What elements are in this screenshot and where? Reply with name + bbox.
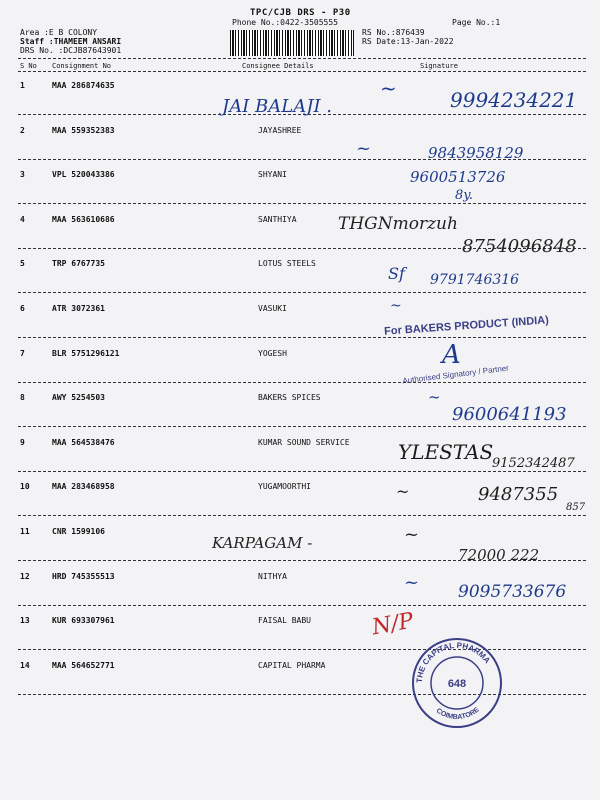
handwritten-phone-row5: 9791746316	[430, 272, 520, 288]
row-divider	[18, 426, 586, 427]
row-consignee: LOTUS STEELS	[258, 259, 316, 268]
row-consignment: MAA 283468958	[52, 482, 115, 491]
signature-row1: ~	[380, 76, 397, 100]
row-sno: 10	[20, 482, 30, 491]
barcode	[230, 30, 354, 56]
row-consignment: AWY 5254503	[52, 393, 105, 402]
signature-row8: ~	[428, 388, 441, 406]
row-consignee: NITHYA	[258, 572, 287, 581]
signature-row5: Sf	[388, 264, 405, 283]
page-number: Page No.:1	[452, 18, 501, 27]
col-consignee: Consignee Details	[242, 62, 314, 70]
row-sno: 8	[20, 393, 25, 402]
row-consignee: VASUKI	[258, 304, 287, 313]
signature-row6: ~	[390, 298, 402, 314]
row-consignee: CAPITAL PHARMA	[258, 661, 326, 670]
row-consignment: MAA 286874635	[52, 81, 115, 90]
bakers-stamp-line1: For BAKERS PRODUCT (INDIA)	[383, 314, 550, 338]
row-consignee: SHYANI	[258, 170, 287, 179]
staff-label: Staff :THAMEEM ANSARI	[20, 37, 122, 46]
stamp-ring-top: THE CAPITAL PHARMA	[414, 640, 492, 684]
column-divider	[18, 71, 586, 72]
header-divider	[18, 58, 586, 59]
col-consignment: Consignment No	[52, 62, 112, 70]
row-sno: 2	[20, 126, 25, 135]
phone-number: Phone No.:0422-3505555	[232, 18, 338, 27]
row-sno: 12	[20, 572, 30, 581]
signature-row2: ~	[356, 138, 372, 159]
row-consignment: HRD 745355513	[52, 572, 115, 581]
row-consignee: YOGESH	[258, 349, 287, 358]
row-sno: 11	[20, 527, 30, 536]
handwritten-phone-row11: 72000 222	[458, 546, 540, 564]
signature-row12: ~	[404, 572, 420, 593]
signature-row7: A	[442, 340, 461, 370]
row-divider	[18, 337, 586, 338]
handwritten-phone-row8: 9600641193	[452, 404, 567, 425]
row-consignment: CNR 1599106	[52, 527, 105, 536]
handwritten-name-row9: YLESTAS	[398, 440, 494, 464]
row-sno: 3	[20, 170, 25, 179]
handwritten-initial-row3: 8y.	[455, 188, 474, 203]
area-label: Area :E B COLONY	[20, 28, 98, 37]
drs-number: DRS No. :DCJB87643901	[20, 46, 122, 55]
row-consignment: MAA 564652771	[52, 661, 115, 670]
handwritten-phone-row10: 9487355	[478, 484, 559, 505]
row-sno: 1	[20, 81, 25, 90]
row-consignment: MAA 564538476	[52, 438, 115, 447]
handwritten-phone-row9: 9152342487	[492, 456, 575, 471]
row-divider	[18, 605, 586, 606]
handwritten-name-row4: THGNmorzuh	[338, 214, 458, 234]
row-consignment: MAA 559352383	[52, 126, 115, 135]
handwritten-phone-row1: 9994234221	[450, 88, 578, 112]
row-consignment: KUR 693307961	[52, 616, 115, 625]
row-divider	[18, 382, 586, 383]
col-signature: Signature	[420, 62, 458, 70]
handwritten-phone-row2-b: 9600513726	[410, 168, 506, 186]
row-consignment: BLR 5751296121	[52, 349, 120, 358]
row-sno: 9	[20, 438, 25, 447]
row-consignment: TRP 6767735	[52, 259, 105, 268]
row-divider	[18, 515, 586, 516]
handwritten-phone-row2-a: 9843958129	[428, 144, 524, 162]
row-sno: 6	[20, 304, 25, 313]
svg-text:THE CAPITAL PHARMA	[415, 641, 492, 683]
row-consignee: BAKERS SPICES	[258, 393, 321, 402]
row-divider	[18, 292, 586, 293]
row-consignment: VPL 520043386	[52, 170, 115, 179]
row-consignee: KUMAR SOUND SERVICE	[258, 438, 350, 447]
drs-title: TPC/CJB DRS - P30	[250, 8, 351, 18]
row-sno: 5	[20, 259, 25, 268]
handwritten-name-row11: KARPAGAM -	[212, 534, 313, 552]
row-consignee: SANTHIYA	[258, 215, 297, 224]
rs-number: RS No.:876439	[362, 28, 425, 37]
row-sno: 14	[20, 661, 30, 670]
handwritten-name-row1: JAI BALAJI .	[222, 96, 332, 117]
row-divider	[18, 471, 586, 472]
row-sno: 13	[20, 616, 30, 625]
row-consignee: YUGAMOORTHI	[258, 482, 311, 491]
bakers-stamp-line2: Authorised Signatory / Partner	[401, 363, 510, 386]
row-consignee: FAISAL BABU	[258, 616, 311, 625]
capital-pharma-stamp	[410, 636, 504, 730]
handwritten-phone-row10-tail: 857	[566, 502, 586, 513]
row-consignment: MAA 563610686	[52, 215, 115, 224]
col-sno: S No	[20, 62, 37, 70]
row-divider	[18, 203, 586, 204]
not-present-mark-row13: N/P	[370, 608, 416, 641]
row-sno: 4	[20, 215, 25, 224]
signature-row11: ~	[404, 524, 420, 545]
row-consignee: JAYASHREE	[258, 126, 302, 135]
rs-date: RS Date:13-Jan-2022	[362, 37, 454, 46]
stamp-ring-bottom: COIMBATORE	[434, 706, 481, 722]
handwritten-phone-row12: 9095733676	[458, 582, 567, 602]
stamp-center: 648	[447, 678, 467, 690]
handwritten-phone-row4: 8754096848	[462, 236, 577, 257]
signature-row10: ~	[396, 482, 410, 501]
row-consignment: ATR 3072361	[52, 304, 105, 313]
row-sno: 7	[20, 349, 25, 358]
